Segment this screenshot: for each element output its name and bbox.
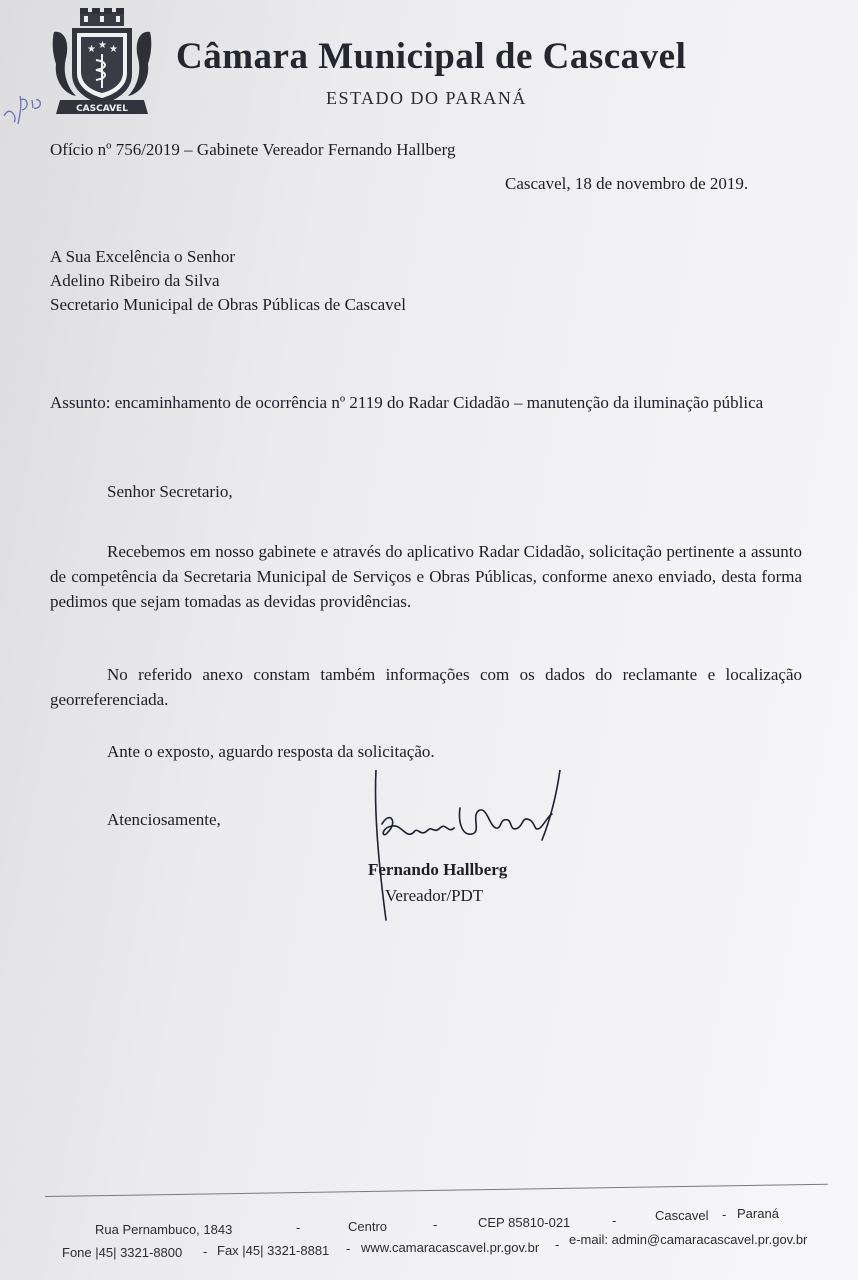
footer-email: e-mail: admin@camaracascavel.pr.gov.br — [569, 1232, 808, 1247]
footer-divider — [45, 1184, 828, 1197]
svg-text:★: ★ — [109, 44, 118, 55]
body-paragraph-3: Ante o exposto, aguardo resposta da solicitação. — [107, 742, 435, 761]
margin-note-text: xpio — [0, 78, 2, 79]
footer-separator: - — [433, 1217, 438, 1232]
salutation: Senhor Secretario, — [107, 482, 233, 501]
place-date: Cascavel, 18 de novembro de 2019. — [505, 174, 749, 193]
footer-separator: - — [296, 1220, 301, 1235]
footer-fax: Fax |45| 3321-8881 — [217, 1243, 330, 1258]
footer-separator: - — [203, 1244, 208, 1259]
crest-ribbon-label: CASCAVEL — [76, 104, 128, 114]
subject-line: Assunto: encaminhamento de ocorrência nº 2119 do Radar Cidadão – manutenção da iluminação pública — [50, 393, 764, 412]
signer-name: Fernando Hallberg — [368, 860, 508, 879]
svg-text:★: ★ — [87, 44, 96, 55]
signer-role: Vereador/PDT — [385, 886, 484, 905]
footer-address: Rua Pernambuco, 1843 — [95, 1222, 233, 1237]
state-subtitle: ESTADO DO PARANÁ — [326, 88, 527, 108]
footer-separator: - — [722, 1207, 727, 1222]
recipient-line-1: A Sua Excelência o Senhor — [50, 247, 236, 266]
footer-state: Paraná — [737, 1206, 779, 1221]
body-paragraph-1: Recebemos em nosso gabinete e através do aplicativo Radar Cidadão, solicitação pertinente a assunto de competência da Secretaria Municipal de Serviços e Obras Públicas, conforme anexo enviado, desta forma pedimos que sejam tomadas as devidas providências. — [50, 542, 802, 611]
footer-district: Centro — [348, 1219, 388, 1234]
footer-website: www.camaracascavel.pr.gov.br — [361, 1240, 540, 1255]
footer-city: Cascavel — [655, 1208, 709, 1223]
municipal-crest-logo — [50, 8, 154, 118]
institution-title: Câmara Municipal de Cascavel — [176, 36, 687, 77]
svg-text:★: ★ — [98, 40, 107, 51]
footer-cep: CEP 85810-021 — [478, 1215, 571, 1230]
footer-phone: Fone |45| 3321-8800 — [62, 1245, 183, 1260]
recipient-title: Secretario Municipal de Obras Públicas de Cascavel — [50, 295, 406, 314]
footer-separator: - — [346, 1241, 351, 1256]
closing: Atenciosamente, — [107, 810, 221, 829]
recipient-name: Adelino Ribeiro da Silva — [50, 271, 220, 290]
office-reference: Ofício nº 756/2019 – Gabinete Vereador Fernando Hallberg — [50, 140, 456, 159]
body-paragraph-2: No referido anexo constam também informações com os dados do reclamante e localização georreferenciada. — [50, 665, 802, 709]
footer-separator: - — [555, 1237, 560, 1252]
handwritten-margin-note — [0, 78, 42, 128]
footer-separator: - — [612, 1213, 617, 1228]
